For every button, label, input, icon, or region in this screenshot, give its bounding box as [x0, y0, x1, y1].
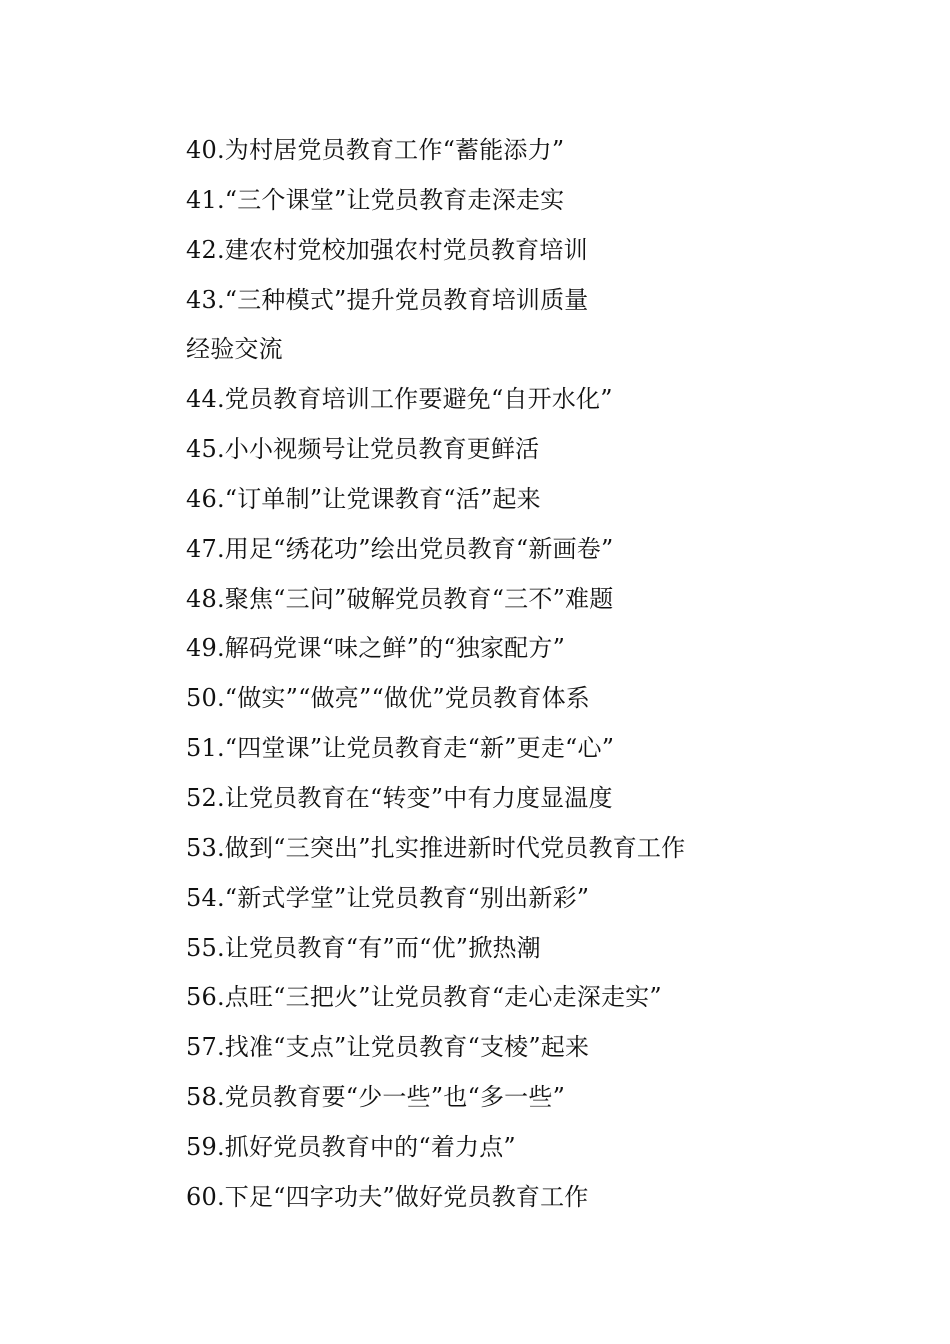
list-item: 58.党员教育要“少一些”也“多一些”	[186, 1083, 566, 1112]
list-item: 59.抓好党员教育中的“着力点”	[186, 1132, 516, 1161]
title-list	[186, 126, 886, 1223]
list-item: 56.点旺“三把火”让党员教育“走心走深走实”	[186, 983, 662, 1012]
list-item: 57.找准“支点”让党员教育“支棱”起来	[186, 1033, 590, 1062]
list-item: 51.“四堂课”让党员教育走“新”更走“心”	[186, 734, 615, 763]
list-item: 42.建农村党校加强农村党员教育培训	[186, 235, 588, 264]
list-item: 50.“做实”“做亮”“做优”党员教育体系	[186, 684, 590, 713]
section-heading: 经验交流	[186, 335, 283, 364]
list-item: 54.“新式学堂”让党员教育“别出新彩”	[186, 883, 590, 912]
list-item: 44.党员教育培训工作要避免“自开水化”	[186, 385, 613, 414]
list-item: 41.“三个课堂”让党员教育走深走实	[186, 185, 565, 214]
list-item: 49.解码党课“味之鲜”的“独家配方”	[186, 634, 566, 663]
list-item: 43.“三种模式”提升党员教育培训质量	[186, 285, 589, 314]
list-item: 60.下足“四字功夫”做好党员教育工作	[186, 1182, 589, 1211]
list-item: 55.让党员教育“有”而“优”掀热潮	[186, 933, 541, 962]
list-item: 52.让党员教育在“转变”中有力度显温度	[186, 783, 613, 812]
list-item: 46.“订单制”让党课教育“活”起来	[186, 484, 541, 513]
list-item: 45.小小视频号让党员教育更鲜活	[186, 435, 540, 464]
list-item: 53.做到“三突出”扎实推进新时代党员教育工作	[186, 833, 686, 862]
list-item: 48.聚焦“三问”破解党员教育“三不”难题	[186, 584, 614, 613]
list-item: 47.用足“绣花功”绘出党员教育“新画卷”	[186, 534, 614, 563]
list-item: 40.为村居党员教育工作“蓄能添力”	[186, 136, 565, 164]
